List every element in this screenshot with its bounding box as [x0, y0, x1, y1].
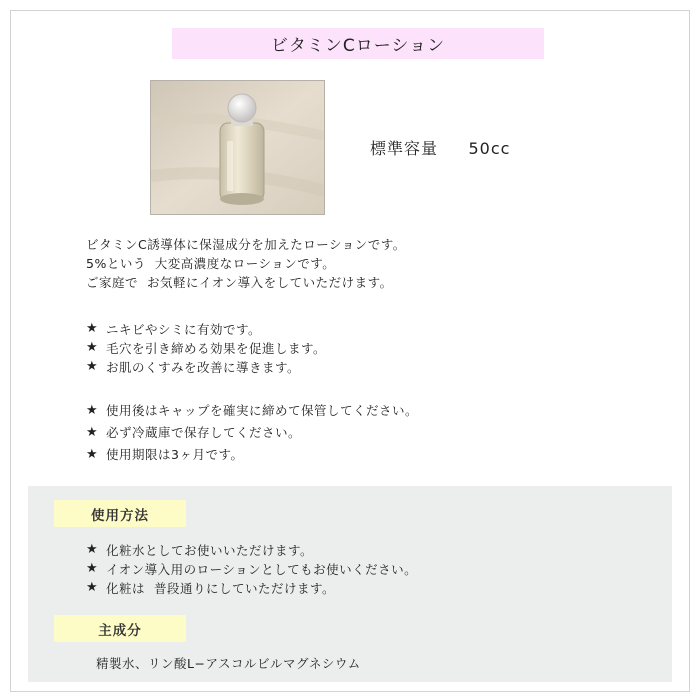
star-icon: ★ — [86, 446, 99, 462]
list-item — [86, 578, 417, 597]
star-icon: ★ — [86, 340, 99, 355]
list-item — [86, 540, 417, 559]
list-item — [86, 421, 418, 443]
star-icon: ★ — [86, 542, 99, 557]
capacity-row — [370, 136, 510, 159]
ingredients-text: 精製水、リン酸L−アスコルビルマグネシウム — [96, 656, 361, 671]
usage-heading-text: 使用方法 — [91, 507, 149, 524]
description-line: 5%という 大変高濃度なローションです。 — [86, 256, 336, 271]
usage-text: イオン導入用のローションとしてもお使いください。 — [106, 561, 418, 577]
caution-text: 使用後はキャップを確実に締めて保管してください。 — [106, 403, 419, 418]
product-photo — [150, 80, 325, 215]
usage-list — [86, 540, 417, 597]
cautions-list — [86, 399, 418, 465]
usage-text: 化粧水としてお使いいただけます。 — [106, 542, 314, 558]
product-title — [172, 28, 544, 59]
bottle-image — [151, 81, 325, 215]
ingredients-heading-text: 主成分 — [98, 622, 142, 639]
capacity-label: 標準容量 — [370, 139, 439, 158]
star-icon: ★ — [86, 580, 99, 595]
usage-heading — [54, 500, 186, 527]
list-item — [86, 399, 418, 421]
list-item — [86, 443, 418, 465]
star-icon: ★ — [86, 321, 99, 336]
capacity-value: 50cc — [468, 139, 511, 158]
benefits-list — [86, 319, 326, 376]
star-icon: ★ — [86, 402, 99, 418]
benefit-text: 毛穴を引き締める効果を促進します。 — [106, 340, 327, 356]
star-icon: ★ — [86, 424, 99, 440]
ingredients-heading — [54, 615, 186, 642]
description-line: ご家庭で お気軽にイオン導入をしていただけます。 — [86, 275, 393, 290]
star-icon: ★ — [86, 359, 99, 374]
usage-text: 化粧は 普段通りにしていただけます。 — [106, 580, 335, 596]
list-item — [86, 319, 326, 338]
benefit-text: お肌のくすみを改善に導きます。 — [106, 359, 301, 375]
product-description — [86, 235, 406, 292]
product-title-text: ビタミンCローション — [270, 36, 446, 56]
list-item — [86, 357, 326, 376]
benefit-text: ニキビやシミに有効です。 — [106, 321, 262, 337]
caution-text: 必ず冷蔵庫で保存してください。 — [106, 425, 302, 440]
description-line: ビタミンC誘導体に保湿成分を加えたローションです。 — [86, 237, 406, 252]
list-item — [86, 338, 326, 357]
list-item — [86, 559, 417, 578]
caution-text: 使用期限は3ヶ月です。 — [106, 447, 244, 462]
star-icon: ★ — [86, 561, 99, 576]
